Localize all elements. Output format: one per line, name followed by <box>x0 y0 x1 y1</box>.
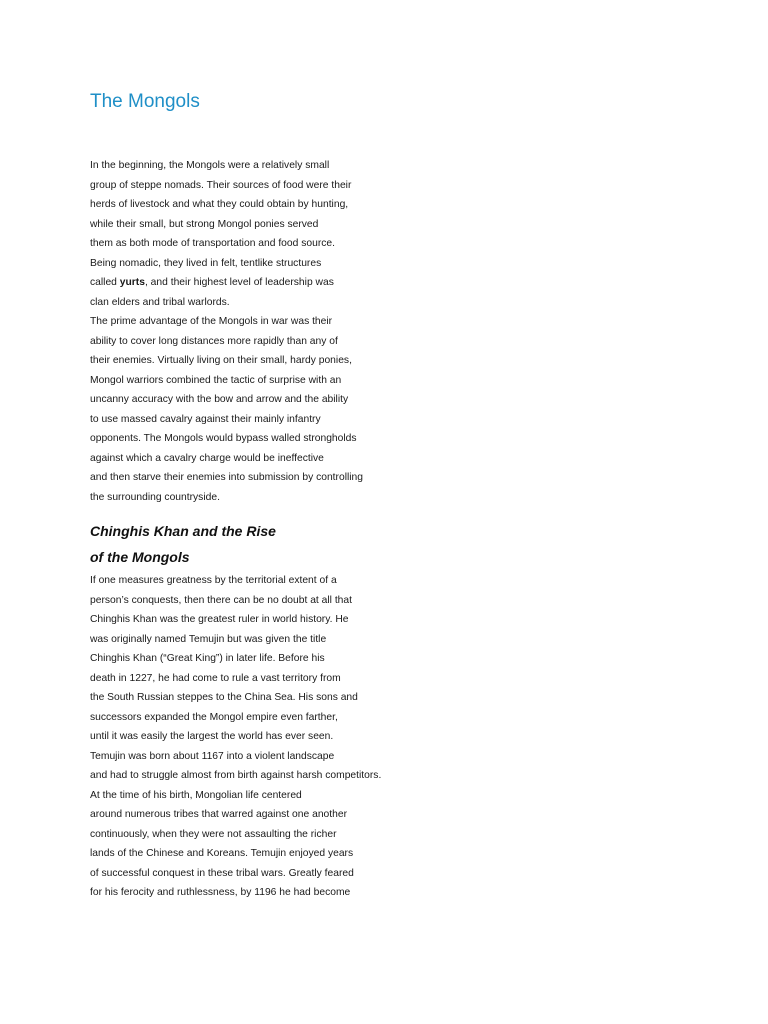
section-2-paragraph <box>90 571 381 903</box>
section-heading <box>90 518 276 570</box>
text-line: herds of livestock and what they could obtain by hunting, <box>90 199 349 210</box>
text-line: the South Russian steppes to the China Sea. His sons and <box>90 692 358 703</box>
text-line: Being nomadic, they lived in felt, tentlike structures <box>90 257 322 269</box>
text-line: Chinghis Khan was the greatest ruler in world history. He <box>90 614 349 625</box>
text-line: their enemies. Virtually living on their small, hardy ponies, <box>90 355 352 366</box>
text-line: If one measures greatness by the territorial extent of a <box>90 575 337 586</box>
text-line: person’s conquests, then there can be no doubt at all that <box>90 594 352 606</box>
text-line: them as both mode of transportation and food source. <box>90 238 335 249</box>
text-line: was originally named Temujin but was given the title <box>90 633 327 645</box>
text-fragment: , and their highest level of leadership was <box>144 277 334 288</box>
page-title: The Mongols <box>90 91 200 112</box>
text-line: until it was easily the largest the world has ever seen. <box>90 731 334 742</box>
text-line: Chinghis Khan (“Great King”) in later life. Before his <box>90 653 325 664</box>
bold-term-yurts: yurts <box>119 277 145 288</box>
text-line: around numerous tribes that warred against one another <box>90 809 348 820</box>
text-line: Mongol warriors combined the tactic of surprise with an <box>90 374 342 386</box>
text-fragment: called <box>90 277 120 288</box>
text-line: Temujin was born about 1167 into a violent landscape <box>90 750 335 762</box>
text-line: and had to struggle almost from birth against harsh competitors. <box>90 770 382 781</box>
text-line: while their small, but strong Mongol ponies served <box>90 218 319 230</box>
text-line: opponents. The Mongols would bypass walled strongholds <box>90 433 357 444</box>
text-line: lands of the Chinese and Koreans. Temujin enjoyed years <box>90 848 354 859</box>
section-heading-line: of the Mongols <box>90 549 190 565</box>
text-line: death in 1227, he had come to rule a vast territory from <box>90 672 341 684</box>
text-line: continuously, when they were not assaulting the richer <box>90 828 337 840</box>
text-line: against which a cavalry charge would be ineffective <box>90 452 324 464</box>
text-line: the surrounding countryside. <box>90 491 220 503</box>
text-line: of successful conquest in these tribal wars. Greatly feared <box>90 867 354 879</box>
text-line: The prime advantage of the Mongols in war was their <box>90 316 333 327</box>
text-line: At the time of his birth, Mongolian life centered <box>90 789 302 801</box>
text-line: ability to cover long distances more rapidly than any of <box>90 335 338 347</box>
text-line: clan elders and tribal warlords. <box>90 296 230 308</box>
section-1-paragraph <box>90 156 363 507</box>
text-line: uncanny accuracy with the bow and arrow and the ability <box>90 394 349 405</box>
text-line: to use massed cavalry against their mainly infantry <box>90 413 321 425</box>
text-line: successors expanded the Mongol empire even farther, <box>90 711 338 723</box>
section-heading-line: Chinghis Khan and the Rise <box>90 523 276 539</box>
text-line: group of steppe nomads. Their sources of food were their <box>90 179 352 191</box>
text-line: and then starve their enemies into submission by controlling <box>90 472 364 483</box>
text-line: In the beginning, the Mongols were a relatively small <box>90 160 330 171</box>
text-line: for his ferocity and ruthlessness, by 1196 he had become <box>90 887 351 898</box>
text-line-with-bold <box>90 273 363 293</box>
